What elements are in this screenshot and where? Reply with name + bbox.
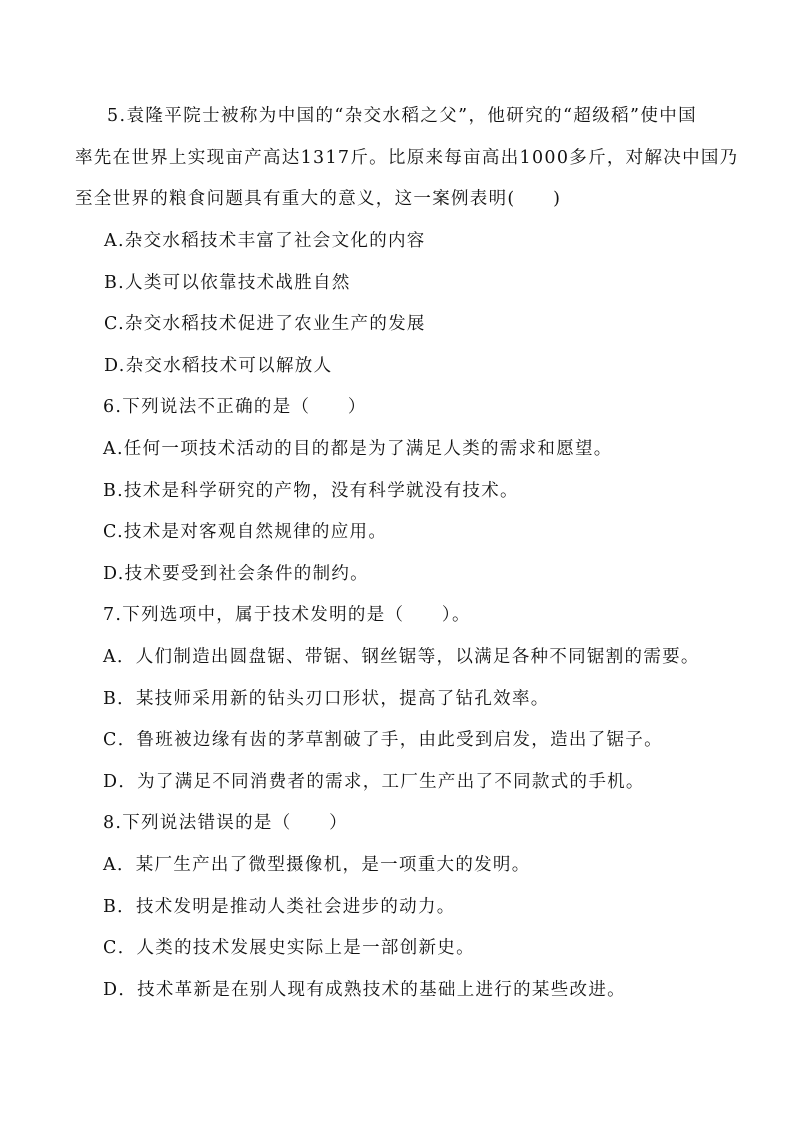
q8-option-d: D．技术革新是在别人现有成熟技术的基础上进行的某些改进。 bbox=[103, 980, 626, 1000]
q8-option-c: C．人类的技术发展史实际上是一部创新史。 bbox=[103, 938, 475, 958]
q5-option-a: A.杂交水稻技术丰富了社会文化的内容 bbox=[104, 231, 426, 251]
q8-option-a: A．某厂生产出了微型摄像机，是一项重大的发明。 bbox=[103, 855, 531, 875]
q5-option-c: C.杂交水稻技术促进了农业生产的发展 bbox=[104, 314, 426, 334]
q6-option-b: B.技术是科学研究的产物，没有科学就没有技术。 bbox=[103, 481, 519, 501]
q5-option-b: B.人类可以依靠技术战胜自然 bbox=[104, 273, 351, 293]
q6-option-a: A.任何一项技术活动的目的都是为了满足人类的需求和愿望。 bbox=[103, 439, 613, 459]
q8-stem: 8.下列说法错误的是（ ） bbox=[103, 813, 348, 833]
q7-option-c: C．鲁班被边缘有齿的茅草割破了手，由此受到启发，造出了锯子。 bbox=[103, 730, 663, 750]
q7-option-d: D．为了满足不同消费者的需求，工厂生产出了不同款式的手机。 bbox=[103, 772, 645, 792]
q5-stem-line-3: 至全世界的粮食问题具有重大的意义，这一案例表明( ) bbox=[75, 189, 562, 209]
q7-option-a: A．人们制造出圆盘锯、带锯、钢丝锯等，以满足各种不同锯割的需要。 bbox=[103, 647, 700, 667]
q5-stem-line-2: 率先在世界上实现亩产高达1317斤。比原来每亩高出1000多斤，对解决中国乃 bbox=[75, 148, 739, 168]
q8-option-b: B．技术发明是推动人类社会进步的动力。 bbox=[103, 897, 456, 917]
q7-option-b: B．某技师采用新的钻头刃口形状，提高了钻孔效率。 bbox=[103, 689, 550, 709]
q5-option-d: D.杂交水稻技术可以解放人 bbox=[104, 356, 333, 376]
q6-option-c: C.技术是对客观自然规律的应用。 bbox=[103, 522, 388, 542]
q6-option-d: D.技术要受到社会条件的制约。 bbox=[103, 564, 369, 584]
q5-stem-line-1: 5.袁隆平院士被称为中国的“杂交水稻之父”，他研究的“超级稻”使中国 bbox=[107, 106, 698, 126]
q6-stem: 6.下列说法不正确的是（ ） bbox=[103, 397, 367, 417]
q7-stem: 7.下列选项中，属于技术发明的是（ ）。 bbox=[103, 605, 471, 625]
